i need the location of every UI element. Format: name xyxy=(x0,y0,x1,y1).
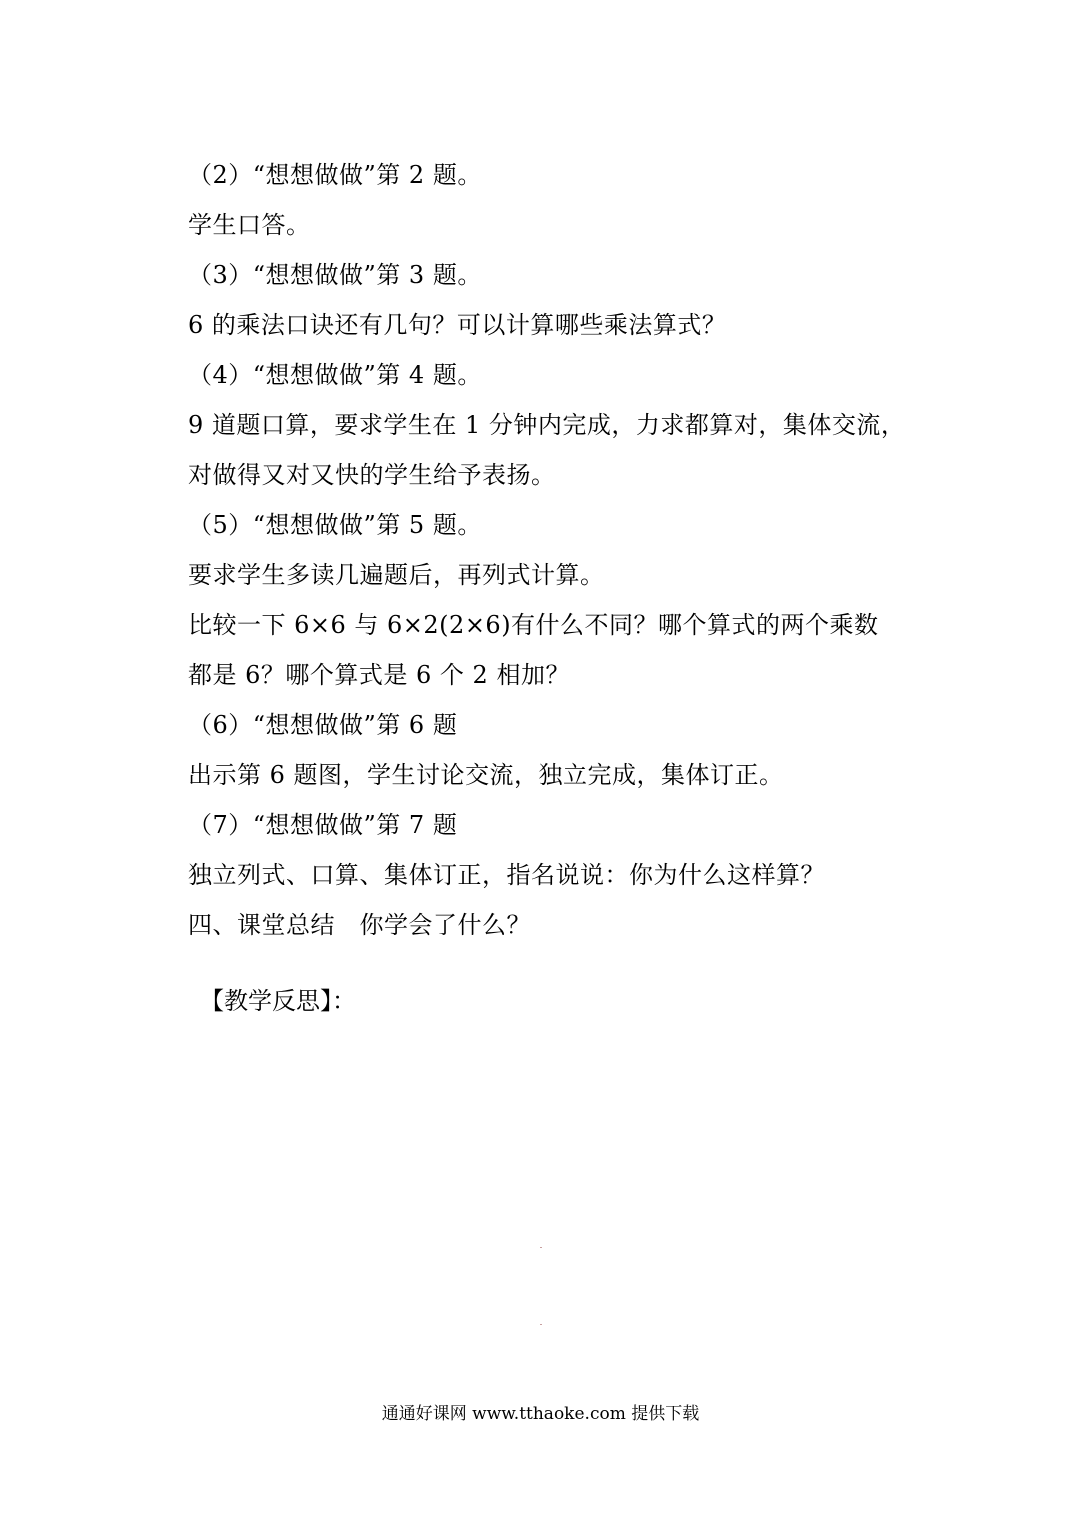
summary-heading: 四、课堂总结 你学会了什么？ xyxy=(188,911,531,939)
exercise-4-note-line-2: 对做得又对又快的学生给予表扬。 xyxy=(188,461,556,489)
exercise-2-note: 学生口答。 xyxy=(188,211,311,239)
exercise-7-note: 独立列式、口算、集体订正，指名说说：你为什么这样算？ xyxy=(188,861,825,889)
page-footer: 通通好课网 www.tthaoke.com 提供下载 xyxy=(381,1404,700,1424)
exercise-2-heading: （2）“想想做做”第 2 题。 xyxy=(188,161,482,189)
exercise-5-note: 要求学生多读几遍题后，再列式计算。 xyxy=(188,561,605,589)
exercise-5-question-2: 都是 6？哪个算式是 6 个 2 相加？ xyxy=(188,661,570,689)
teaching-reflection-label: 【教学反思】： xyxy=(200,987,356,1015)
exercise-4-heading: （4）“想想做做”第 4 题。 xyxy=(188,361,482,389)
exercise-6-heading: （6）“想想做做”第 6 题 xyxy=(188,711,458,739)
exercise-5-question-1: 比较一下 6×6 与 6×2(2×6)有什么不同？哪个算式的两个乘数 xyxy=(188,611,879,639)
exercise-3-note: 6 的乘法口诀还有几句？可以计算哪些乘法算式？ xyxy=(188,311,727,339)
exercise-3-heading: （3）“想想做做”第 3 题。 xyxy=(188,261,482,289)
scan-speck xyxy=(540,1247,542,1248)
exercise-5-heading: （5）“想想做做”第 5 题。 xyxy=(188,511,482,539)
exercise-6-note: 出示第 6 题图，学生讨论交流，独立完成，集体订正。 xyxy=(188,761,784,789)
exercise-7-heading: （7）“想想做做”第 7 题 xyxy=(188,811,458,839)
exercise-4-note-line-1: 9 道题口算，要求学生在 1 分钟内完成，力求都算对，集体交流， xyxy=(188,411,906,439)
scan-speck xyxy=(540,1324,542,1325)
